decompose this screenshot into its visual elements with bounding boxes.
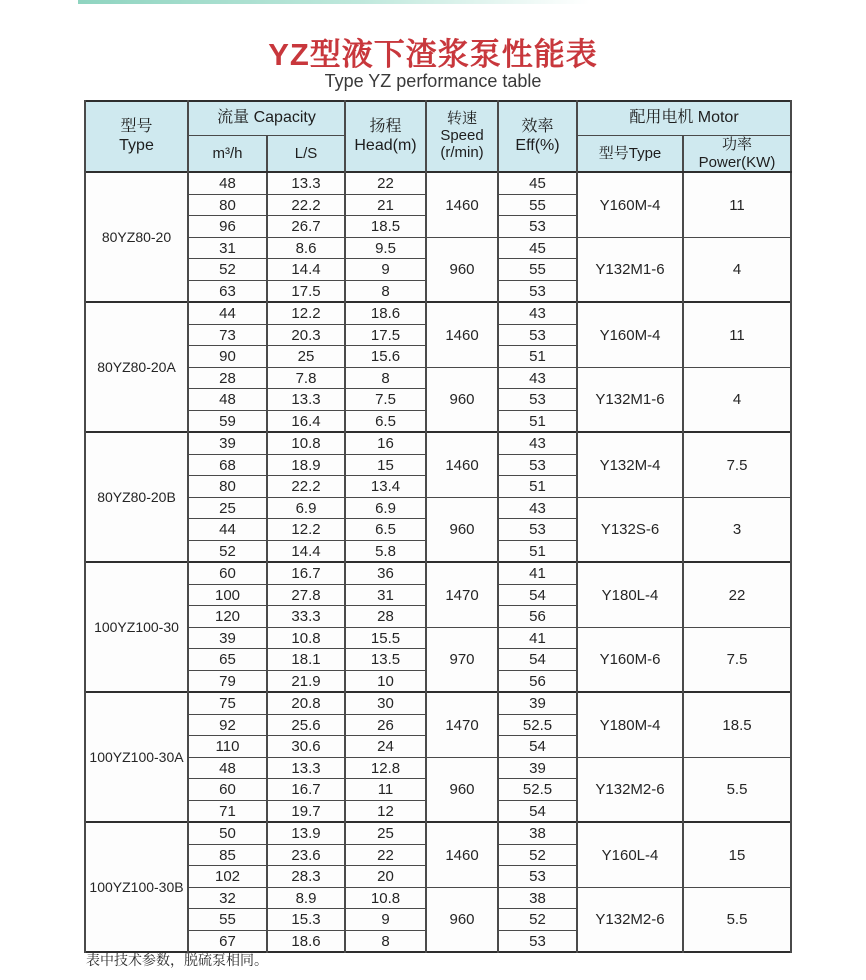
col-header-capacity: 流量 Capacity — [188, 101, 345, 136]
capacity-m3h-cell: 52 — [188, 540, 267, 562]
capacity-ls-cell: 22.2 — [267, 194, 345, 216]
head-cell: 6.9 — [345, 497, 426, 519]
capacity-ls-cell: 6.9 — [267, 497, 345, 519]
col-header-type: 型号 Type — [85, 101, 188, 172]
table-row — [85, 692, 791, 714]
eff-cell: 41 — [498, 627, 577, 649]
table-row — [85, 432, 791, 454]
capacity-ls-cell: 13.3 — [267, 389, 345, 411]
eff-cell: 54 — [498, 649, 577, 671]
capacity-ls-cell: 16.4 — [267, 410, 345, 432]
eff-cell: 43 — [498, 367, 577, 389]
speed-cell: 1460 — [426, 432, 498, 497]
capacity-ls-cell: 18.6 — [267, 930, 345, 952]
capacity-m3h-cell: 75 — [188, 692, 267, 714]
capacity-ls-cell: 20.3 — [267, 324, 345, 346]
capacity-m3h-cell: 96 — [188, 216, 267, 238]
head-cell: 24 — [345, 736, 426, 758]
head-cell: 7.5 — [345, 389, 426, 411]
eff-cell: 51 — [498, 476, 577, 498]
capacity-m3h-cell: 79 — [188, 670, 267, 692]
table-row — [85, 562, 791, 584]
head-cell: 22 — [345, 844, 426, 866]
motor-power-cell: 15 — [683, 822, 791, 887]
speed-cell: 1460 — [426, 302, 498, 367]
capacity-ls-cell: 13.9 — [267, 822, 345, 844]
capacity-ls-cell: 8.6 — [267, 237, 345, 259]
motor-power-cell: 11 — [683, 172, 791, 237]
pump-model-cell: 100YZ100-30 — [85, 562, 188, 692]
capacity-m3h-cell: 52 — [188, 259, 267, 281]
eff-cell: 56 — [498, 670, 577, 692]
pump-model-cell: 80YZ80-20B — [85, 432, 188, 562]
head-cell: 6.5 — [345, 519, 426, 541]
table-row — [85, 887, 791, 909]
motor-type-cell: Y132M1-6 — [577, 237, 683, 302]
motor-power-cell: 22 — [683, 562, 791, 627]
table-row — [85, 627, 791, 649]
table-row — [85, 757, 791, 779]
capacity-m3h-cell: 44 — [188, 519, 267, 541]
table-row — [85, 497, 791, 519]
capacity-ls-cell: 15.3 — [267, 909, 345, 931]
head-cell: 21 — [345, 194, 426, 216]
eff-cell: 45 — [498, 237, 577, 259]
table-body — [85, 172, 791, 952]
eff-cell: 39 — [498, 692, 577, 714]
head-cell: 17.5 — [345, 324, 426, 346]
speed-cell: 1460 — [426, 822, 498, 887]
eff-cell: 39 — [498, 757, 577, 779]
eff-cell: 38 — [498, 887, 577, 909]
head-cell: 12.8 — [345, 757, 426, 779]
motor-type-cell: Y132M1-6 — [577, 367, 683, 432]
capacity-ls-cell: 7.8 — [267, 367, 345, 389]
head-cell: 13.5 — [345, 649, 426, 671]
head-cell: 13.4 — [345, 476, 426, 498]
motor-power-cell: 4 — [683, 237, 791, 302]
head-cell: 5.8 — [345, 540, 426, 562]
motor-type-cell: Y132M2-6 — [577, 887, 683, 952]
col-header-motor: 配用电机 Motor — [577, 101, 791, 136]
eff-cell: 53 — [498, 866, 577, 888]
capacity-m3h-cell: 102 — [188, 866, 267, 888]
capacity-m3h-cell: 67 — [188, 930, 267, 952]
capacity-ls-cell: 22.2 — [267, 476, 345, 498]
col-header-m3h: m³/h — [188, 136, 267, 173]
eff-cell: 53 — [498, 454, 577, 476]
eff-cell: 55 — [498, 259, 577, 281]
speed-cell: 1460 — [426, 172, 498, 237]
top-accent-strip — [78, 0, 590, 4]
head-cell: 15 — [345, 454, 426, 476]
capacity-m3h-cell: 68 — [188, 454, 267, 476]
capacity-ls-cell: 19.7 — [267, 800, 345, 822]
capacity-ls-cell: 16.7 — [267, 562, 345, 584]
capacity-m3h-cell: 44 — [188, 302, 267, 324]
capacity-ls-cell: 16.7 — [267, 779, 345, 801]
head-cell: 16 — [345, 432, 426, 454]
capacity-m3h-cell: 71 — [188, 800, 267, 822]
capacity-m3h-cell: 48 — [188, 389, 267, 411]
header-row-1 — [85, 101, 791, 136]
speed-cell: 970 — [426, 627, 498, 692]
motor-power-cell: 7.5 — [683, 627, 791, 692]
table-row — [85, 172, 791, 194]
speed-cell: 960 — [426, 887, 498, 952]
capacity-m3h-cell: 92 — [188, 714, 267, 736]
motor-power-cell: 3 — [683, 497, 791, 562]
head-cell: 36 — [345, 562, 426, 584]
motor-type-cell: Y132M2-6 — [577, 757, 683, 822]
eff-cell: 45 — [498, 172, 577, 194]
motor-power-cell: 7.5 — [683, 432, 791, 497]
head-cell: 8 — [345, 280, 426, 302]
capacity-ls-cell: 26.7 — [267, 216, 345, 238]
head-cell: 8 — [345, 367, 426, 389]
head-cell: 12 — [345, 800, 426, 822]
capacity-ls-cell: 14.4 — [267, 259, 345, 281]
capacity-m3h-cell: 60 — [188, 562, 267, 584]
head-cell: 9.5 — [345, 237, 426, 259]
performance-table — [84, 100, 792, 953]
capacity-ls-cell: 14.4 — [267, 540, 345, 562]
col-header-head: 扬程 Head(m) — [345, 101, 426, 172]
capacity-ls-cell: 33.3 — [267, 606, 345, 628]
capacity-ls-cell: 21.9 — [267, 670, 345, 692]
head-cell: 15.5 — [345, 627, 426, 649]
speed-cell: 1470 — [426, 692, 498, 757]
eff-cell: 52 — [498, 844, 577, 866]
eff-cell: 55 — [498, 194, 577, 216]
eff-cell: 43 — [498, 432, 577, 454]
capacity-ls-cell: 28.3 — [267, 866, 345, 888]
speed-cell: 960 — [426, 367, 498, 432]
speed-cell: 1470 — [426, 562, 498, 627]
head-cell: 10 — [345, 670, 426, 692]
page-title: YZ型液下渣浆泵性能表 — [268, 37, 598, 72]
head-cell: 18.5 — [345, 216, 426, 238]
capacity-ls-cell: 30.6 — [267, 736, 345, 758]
capacity-m3h-cell: 90 — [188, 346, 267, 368]
capacity-ls-cell: 13.3 — [267, 172, 345, 194]
capacity-m3h-cell: 25 — [188, 497, 267, 519]
col-header-eff: 效率 Eff(%) — [498, 101, 577, 172]
pump-model-cell: 80YZ80-20A — [85, 302, 188, 432]
eff-cell: 43 — [498, 302, 577, 324]
head-cell: 26 — [345, 714, 426, 736]
eff-cell: 51 — [498, 346, 577, 368]
capacity-ls-cell: 12.2 — [267, 302, 345, 324]
speed-cell: 960 — [426, 757, 498, 822]
capacity-ls-cell: 18.9 — [267, 454, 345, 476]
head-cell: 25 — [345, 822, 426, 844]
eff-cell: 54 — [498, 584, 577, 606]
capacity-m3h-cell: 50 — [188, 822, 267, 844]
capacity-ls-cell: 17.5 — [267, 280, 345, 302]
capacity-m3h-cell: 28 — [188, 367, 267, 389]
footnote: 表中技术参数，脱硫泵相同。 — [86, 952, 268, 968]
motor-type-cell: Y160L-4 — [577, 822, 683, 887]
eff-cell: 51 — [498, 540, 577, 562]
page-subtitle: Type YZ performance table — [324, 71, 542, 91]
capacity-m3h-cell: 100 — [188, 584, 267, 606]
motor-power-cell: 11 — [683, 302, 791, 367]
capacity-m3h-cell: 73 — [188, 324, 267, 346]
head-cell: 10.8 — [345, 887, 426, 909]
motor-type-cell: Y160M-4 — [577, 302, 683, 367]
capacity-ls-cell: 10.8 — [267, 432, 345, 454]
capacity-m3h-cell: 39 — [188, 627, 267, 649]
head-cell: 30 — [345, 692, 426, 714]
table-row — [85, 367, 791, 389]
capacity-ls-cell: 13.3 — [267, 757, 345, 779]
motor-power-cell: 5.5 — [683, 757, 791, 822]
capacity-m3h-cell: 55 — [188, 909, 267, 931]
capacity-m3h-cell: 39 — [188, 432, 267, 454]
speed-cell: 960 — [426, 237, 498, 302]
eff-cell: 53 — [498, 930, 577, 952]
capacity-m3h-cell: 48 — [188, 172, 267, 194]
motor-type-cell: Y180L-4 — [577, 562, 683, 627]
head-cell: 9 — [345, 259, 426, 281]
col-header-speed: 转速 Speed (r/min) — [426, 101, 498, 172]
capacity-m3h-cell: 80 — [188, 476, 267, 498]
head-cell: 9 — [345, 909, 426, 931]
capacity-m3h-cell: 65 — [188, 649, 267, 671]
head-cell: 6.5 — [345, 410, 426, 432]
eff-cell: 52.5 — [498, 779, 577, 801]
motor-type-cell: Y160M-6 — [577, 627, 683, 692]
eff-cell: 38 — [498, 822, 577, 844]
col-header-ls: L/S — [267, 136, 345, 173]
capacity-m3h-cell: 63 — [188, 280, 267, 302]
col-header-motor-power: 功率Power(KW) — [683, 136, 791, 173]
eff-cell: 53 — [498, 280, 577, 302]
motor-power-cell: 5.5 — [683, 887, 791, 952]
capacity-ls-cell: 25.6 — [267, 714, 345, 736]
capacity-m3h-cell: 32 — [188, 887, 267, 909]
eff-cell: 51 — [498, 410, 577, 432]
capacity-ls-cell: 10.8 — [267, 627, 345, 649]
eff-cell: 53 — [498, 216, 577, 238]
capacity-m3h-cell: 60 — [188, 779, 267, 801]
eff-cell: 53 — [498, 324, 577, 346]
motor-power-cell: 4 — [683, 367, 791, 432]
motor-type-cell: Y132M-4 — [577, 432, 683, 497]
pump-model-cell: 100YZ100-30A — [85, 692, 188, 822]
capacity-m3h-cell: 85 — [188, 844, 267, 866]
capacity-m3h-cell: 48 — [188, 757, 267, 779]
speed-cell: 960 — [426, 497, 498, 562]
motor-power-cell: 18.5 — [683, 692, 791, 757]
capacity-ls-cell: 12.2 — [267, 519, 345, 541]
eff-cell: 52 — [498, 909, 577, 931]
eff-cell: 41 — [498, 562, 577, 584]
table-row — [85, 822, 791, 844]
pump-model-cell: 100YZ100-30B — [85, 822, 188, 952]
capacity-ls-cell: 20.8 — [267, 692, 345, 714]
capacity-ls-cell: 8.9 — [267, 887, 345, 909]
table-row — [85, 237, 791, 259]
capacity-m3h-cell: 31 — [188, 237, 267, 259]
capacity-m3h-cell: 120 — [188, 606, 267, 628]
head-cell: 18.6 — [345, 302, 426, 324]
eff-cell: 52.5 — [498, 714, 577, 736]
head-cell: 15.6 — [345, 346, 426, 368]
capacity-m3h-cell: 59 — [188, 410, 267, 432]
eff-cell: 56 — [498, 606, 577, 628]
capacity-ls-cell: 23.6 — [267, 844, 345, 866]
motor-type-cell: Y132S-6 — [577, 497, 683, 562]
head-cell: 11 — [345, 779, 426, 801]
head-cell: 22 — [345, 172, 426, 194]
head-cell: 20 — [345, 866, 426, 888]
eff-cell: 54 — [498, 800, 577, 822]
head-cell: 8 — [345, 930, 426, 952]
motor-type-cell: Y180M-4 — [577, 692, 683, 757]
table-row — [85, 302, 791, 324]
col-header-motor-type: 型号Type — [577, 136, 683, 173]
motor-type-cell: Y160M-4 — [577, 172, 683, 237]
eff-cell: 53 — [498, 389, 577, 411]
capacity-m3h-cell: 80 — [188, 194, 267, 216]
eff-cell: 54 — [498, 736, 577, 758]
capacity-ls-cell: 27.8 — [267, 584, 345, 606]
capacity-ls-cell: 25 — [267, 346, 345, 368]
head-cell: 31 — [345, 584, 426, 606]
capacity-m3h-cell: 110 — [188, 736, 267, 758]
capacity-ls-cell: 18.1 — [267, 649, 345, 671]
pump-model-cell: 80YZ80-20 — [85, 172, 188, 302]
eff-cell: 53 — [498, 519, 577, 541]
table-header — [85, 101, 791, 172]
head-cell: 28 — [345, 606, 426, 628]
eff-cell: 43 — [498, 497, 577, 519]
